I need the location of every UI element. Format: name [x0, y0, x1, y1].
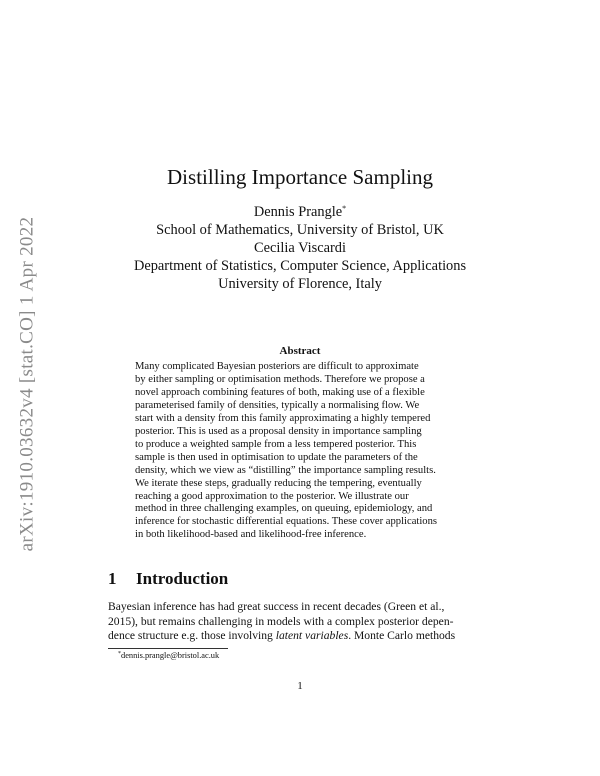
abstract-line: sample is then used in optimisation to update the parameters of the [135, 451, 418, 463]
abstract-line: parameterised family of densities, typically a normalising flow. We [135, 399, 420, 411]
author-1-footnote-mark: * [342, 204, 347, 213]
intro-line [108, 629, 493, 644]
intro-text: . Monte Carlo methods [348, 629, 456, 643]
abstract-line: Many complicated Bayesian posteriors are difficult to approximate [135, 361, 419, 372]
introduction-body [108, 600, 493, 644]
arxiv-identifier-text: arXiv:1910.03632v4 [stat.CO] 1 Apr 2022 [16, 216, 38, 551]
abstract-line: We iterate these steps, gradually reducing the tempering, eventually [135, 477, 422, 489]
abstract-heading: Abstract [279, 345, 321, 357]
intro-text: dence structure e.g. those involving [108, 629, 276, 643]
abstract-line: density, which we view as “distilling” the importance sampling results. [135, 464, 436, 476]
footnote-rule [108, 648, 228, 649]
section-number: 1 [108, 569, 117, 588]
intro-emphasis: latent variables [275, 629, 349, 643]
abstract-line: by either sampling or optimisation methods. Therefore we propose a [135, 373, 425, 385]
abstract-line: inference for stochastic differential equations. These cover applications [135, 516, 437, 528]
footnote-email: dennis.prangle@bristol.ac.uk [121, 651, 220, 660]
affiliation-2-line-1: Department of Statistics, Computer Science, Applications [133, 258, 467, 274]
abstract-line: method in three challenging examples, on queuing, epidemiology, and [135, 503, 433, 515]
page-number: 1 [297, 680, 303, 692]
intro-line: 2015), but remains challenging in models with a complex posterior depen- [108, 614, 454, 628]
author-2: Cecilia Viscardi [254, 240, 346, 256]
abstract-line: start with a density from this family approximating a highly tempered [135, 412, 431, 424]
abstract-line: novel approach combining features of both, making use of a flexible [135, 386, 425, 398]
affiliation-1: School of Mathematics, University of Bristol, UK [156, 222, 444, 238]
paper-title: Distilling Importance Sampling [167, 165, 433, 189]
abstract-body [135, 361, 465, 542]
section-heading [108, 568, 228, 590]
abstract-line: to produce a weighted sample from a less tempered posterior. This [135, 438, 417, 450]
abstract-line: posterior. This is used as a proposal density in importance sampling [135, 425, 422, 437]
abstract-line: reaching a good approximation to the posterior. We illustrate our [135, 490, 409, 502]
author-1 [0, 203, 600, 221]
section-title: Introduction [136, 569, 229, 588]
author-block [0, 203, 600, 293]
footnote [118, 651, 219, 661]
author-1-name: Dennis Prangle [253, 204, 343, 220]
affiliation-2-line-2: University of Florence, Italy [218, 276, 382, 292]
abstract-line: in both likelihood-based and likelihood-free inference. [135, 529, 367, 541]
intro-line: Bayesian inference has had great success in recent decades (Green et al., [108, 600, 445, 613]
footnote-mark: * [118, 651, 121, 657]
